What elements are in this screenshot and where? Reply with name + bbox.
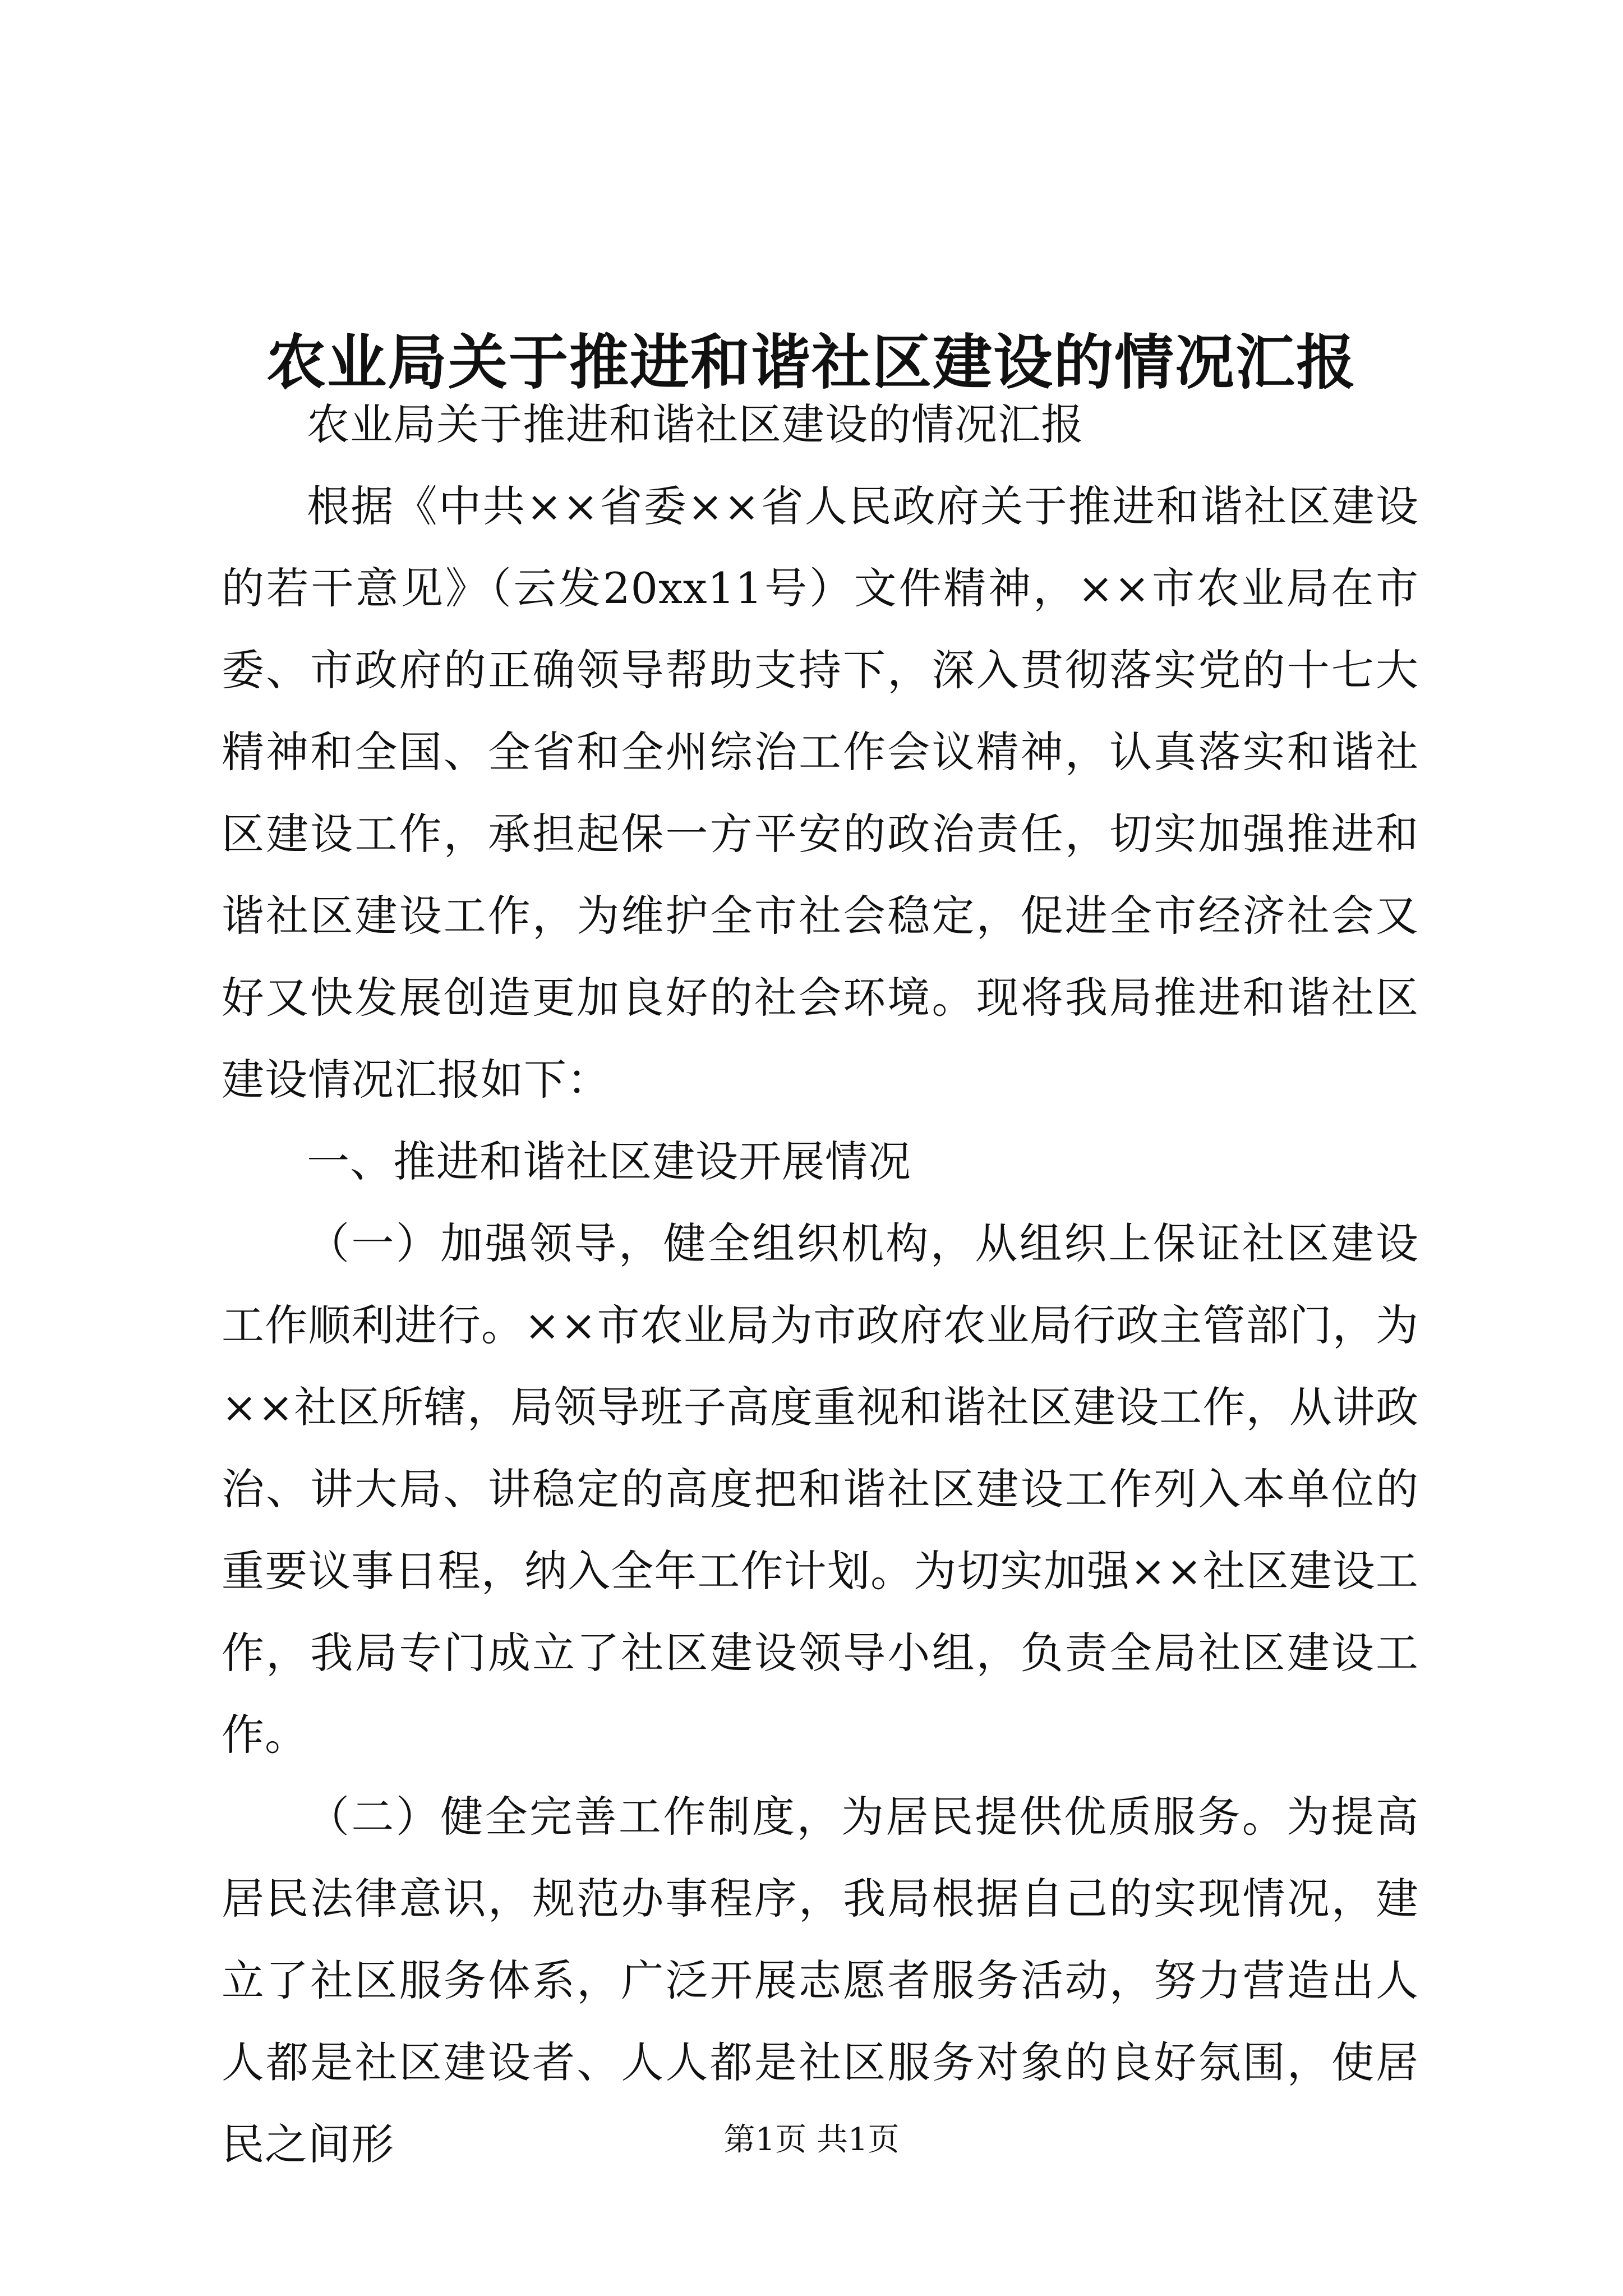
page-footer: 第1页 共1页 [723, 2122, 900, 2158]
document-paragraph-section-2: （二）健全完善工作制度，为居民提供优质服务。为提高居民法律意识，规范办事程序，我局根据自己的实现情况，建立了社区服务体系，广泛开展志愿者服务活动，努力营造出人人都是社区建设者、人人都是社区服务对象的良好氛围，使居民之间形 [222, 1792, 1419, 2169]
document-paragraph-subtitle: 农业局关于推进和谐社区建设的情况汇报 [307, 399, 1084, 449]
document-paragraph-section-1: （一）加强领导，健全组织机构，从组织上保证社区建设工作顺利进行。××市农业局为市政府农业局行政主管部门，为××社区所辖，局领导班子高度重视和谐社区建设工作，从讲政治、讲大局、讲稳定的高度把和谐社区建设工作列入本单位的重要议事日程，纳入全年工作计划。为切实加强××社区建设工作，我局专门成立了社区建设领导小组，负责全局社区建设工作。 [222, 1218, 1419, 1760]
document-title: 农业局关于推进和谐社区建设的情况汇报 [266, 327, 1357, 398]
section-heading: 一、推进和谐社区建设开展情况 [307, 1137, 911, 1186]
document-body [222, 384, 1419, 2185]
document-paragraph-intro: 根据《中共××省委××省人民政府关于推进和谐社区建设的若干意见》（云发20xx11号）文件精神，××市农业局在市委、市政府的正确领导帮助支持下，深入贯彻落实党的十七大精神和全国、全省和全州综治工作会议精神，认真落实和谐社区建设工作，承担起保一方平安的政治责任，切实加强推进和谐社区建设工作，为维护全市社会稳定，促进全市经济社会又好又快发展创造更加良好的社会环境。现将我局推进和谐社区建设情况汇报如下： [222, 481, 1419, 1105]
